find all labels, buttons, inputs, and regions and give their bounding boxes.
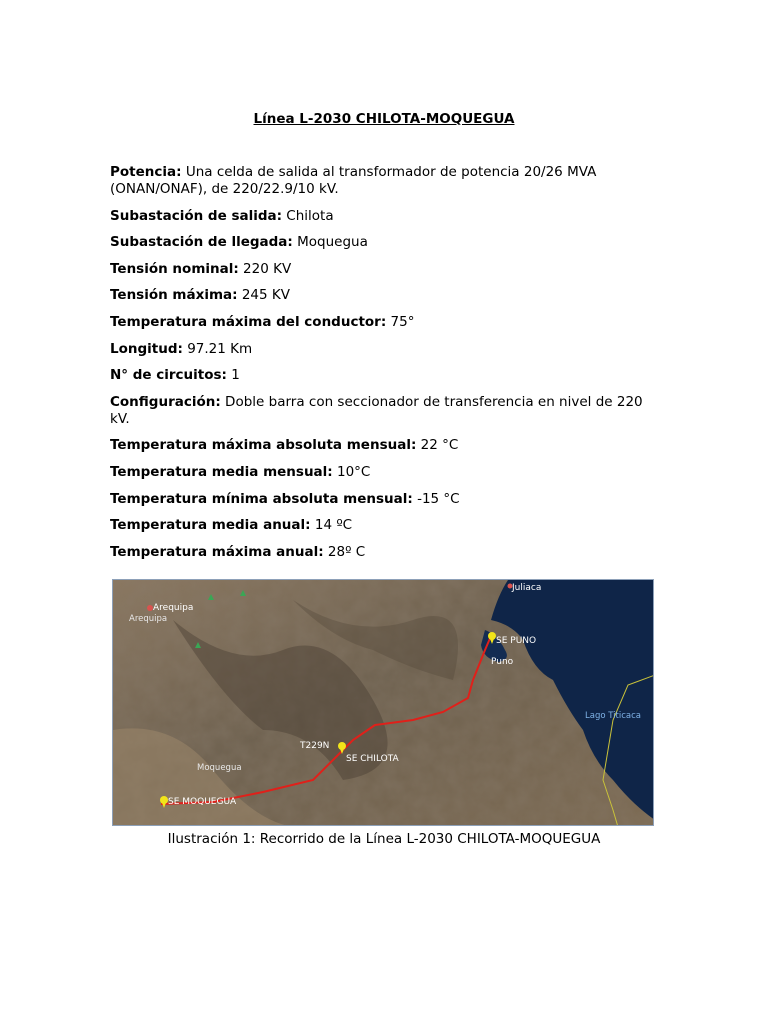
spec-label: Tensión nominal: xyxy=(110,260,239,277)
spec-label: Subastación de salida: xyxy=(110,207,283,224)
spec-value: Moquegua xyxy=(292,234,368,251)
spec-circuitos xyxy=(110,367,655,384)
spec-label: Temperatura máxima anual: xyxy=(110,543,324,560)
map-label-arequipa-city: Arequipa xyxy=(129,614,168,624)
map-label-moquegua: Moquegua xyxy=(197,763,242,773)
spec-temp-max-conductor xyxy=(110,314,655,331)
spec-value: 1 xyxy=(226,367,240,384)
map-label-se-puno: SE PUNO xyxy=(496,636,537,646)
spec-temp-max-anual xyxy=(110,544,655,561)
spec-value: 22 °C xyxy=(416,437,459,454)
figure-caption: Ilustración 1: Recorrido de la Línea L-2030 CHILOTA-MOQUEGUA xyxy=(167,831,601,847)
spec-value: 245 KV xyxy=(237,287,290,304)
spec-value: -15 °C xyxy=(412,490,460,507)
spec-subestacion-salida xyxy=(110,208,655,225)
spec-temp-media-mensual xyxy=(110,464,655,481)
spec-temp-min-abs-mensual xyxy=(110,491,655,508)
route-map-image xyxy=(112,579,654,826)
map-label-arequipa: Arequipa xyxy=(153,603,194,613)
spec-longitud xyxy=(110,341,655,358)
spec-value: Una celda de salida al transformador de potencia 20/26 MVA (ONAN/ONAF), de 220/22.9/10 kV. xyxy=(110,164,597,197)
spec-value: 14 ºC xyxy=(310,517,353,534)
spec-value: 220 KV xyxy=(238,260,292,277)
spec-tension-maxima xyxy=(110,287,655,304)
spec-value: 75° xyxy=(386,313,415,330)
spec-label: Subastación de llegada: xyxy=(110,234,293,251)
spec-value: 28º C xyxy=(323,543,366,560)
spec-label: Temperatura media anual: xyxy=(110,517,311,534)
specs-list xyxy=(110,164,655,570)
spec-label: Temperatura máxima del conductor: xyxy=(110,313,387,330)
spec-potencia xyxy=(110,164,655,198)
map-label-juliaca: Juliaca xyxy=(512,583,542,593)
spec-value: 10°C xyxy=(332,463,371,480)
spec-label: Temperatura media mensual: xyxy=(110,463,333,480)
spec-temp-max-abs-mensual xyxy=(110,437,655,454)
spec-label: Temperatura mínima absoluta mensual: xyxy=(110,490,413,507)
map-label-puno: Puno xyxy=(491,657,514,667)
spec-label: N° de circuitos: xyxy=(110,367,227,384)
spec-label: Tensión máxima: xyxy=(110,287,238,304)
spec-label: Temperatura máxima absoluta mensual: xyxy=(110,437,417,454)
spec-label: Longitud: xyxy=(110,340,183,357)
spec-configuracion xyxy=(110,394,655,428)
spec-tension-nominal xyxy=(110,261,655,278)
spec-label: Potencia: xyxy=(110,164,182,180)
map-label-lago-titicaca: Lago Titicaca xyxy=(585,711,641,721)
spec-value: Doble barra con seccionador de transferencia en nivel de 220 kV. xyxy=(110,393,643,427)
map-label-t229n: T229N xyxy=(300,741,330,751)
spec-value: 97.21 Km xyxy=(182,340,253,357)
map-label-se-moquegua: SE MOQUEGUA xyxy=(168,797,237,807)
map-label-se-chilota: SE CHILOTA xyxy=(346,754,399,764)
document-title: Línea L-2030 CHILOTA-MOQUEGUA xyxy=(253,111,515,127)
spec-label: Configuración: xyxy=(110,393,221,410)
spec-subestacion-llegada xyxy=(110,234,655,251)
satellite-map xyxy=(113,580,654,826)
spec-value: Chilota xyxy=(282,207,334,224)
spec-temp-media-anual xyxy=(110,517,655,534)
